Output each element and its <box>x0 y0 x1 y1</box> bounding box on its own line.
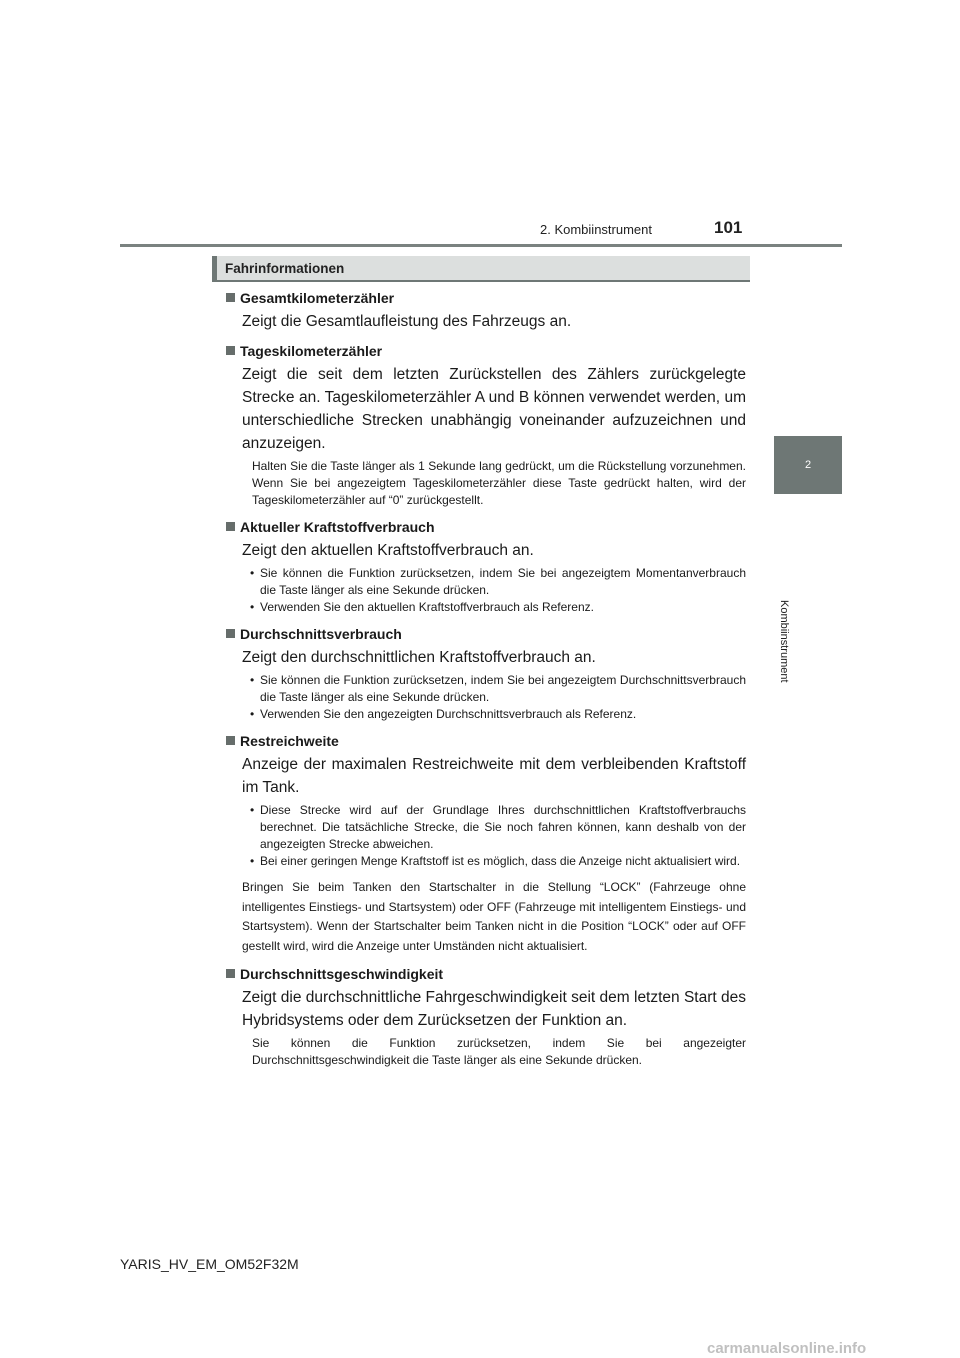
section-restreichweite <box>226 731 746 956</box>
bullet-item: • Sie können die Funktion zurücksetzen, indem Sie bei angezeigtem Momentanverbrauch die Taste länger als eine Sekunde drücken. <box>260 565 746 599</box>
running-header-section: 2. Kombiinstrument <box>540 222 652 237</box>
bullet-item: • Diese Strecke wird auf der Grundlage Ihres durchschnittlichen Kraftstoffverbrauchs berechnet. Die tatsächliche Strecke, die Sie noch fahren können, kann deshalb von der angezeigten Strecke abweichen. <box>260 802 746 853</box>
section-durchschnittsverbrauch <box>226 624 746 723</box>
section-durchschnittsgeschwindigkeit <box>226 964 746 1069</box>
section-intro: Zeigt die durchschnittliche Fahrgeschwindigkeit seit dem letzten Start des Hybridsystems oder dem Zurücksetzen der Funktion an. <box>242 989 746 1029</box>
section-gesamtkilometerzaehler <box>226 288 746 333</box>
section-intro: Anzeige der maximalen Restreichweite mit dem verbleibenden Kraftstoff im Tank. <box>242 756 746 796</box>
section-tageskilometerzaehler <box>226 341 746 509</box>
section-note: Sie können die Funktion zurücksetzen, indem Sie bei angezeigter Durchschnittsgeschwindigkeit die Taste länger als eine Sekunde drücken. <box>252 1036 746 1067</box>
section-intro: Zeigt den durchschnittlichen Kraftstoffverbrauch an. <box>242 649 596 666</box>
watermark: carmanualsonline.info <box>707 1340 867 1357</box>
bullet-item: • Bei einer geringen Menge Kraftstoff ist es möglich, dass die Anzeige nicht aktualisiert wird. <box>260 853 746 870</box>
bullet-item: • Verwenden Sie den aktuellen Kraftstoffverbrauch als Referenz. <box>260 599 746 616</box>
section-heading: Aktueller Kraftstoffverbrauch <box>226 517 746 537</box>
chapter-tab-number: 2 <box>774 436 842 494</box>
bullet-list <box>226 565 746 616</box>
section-heading: Durchschnittsgeschwindigkeit <box>226 964 746 984</box>
section-intro: Zeigt die Gesamtlaufleistung des Fahrzeugs an. <box>242 313 572 330</box>
section-heading: Gesamtkilometerzähler <box>226 288 746 308</box>
section-title: Fahrinformationen <box>225 261 345 276</box>
section-heading: Tageskilometerzähler <box>226 341 746 361</box>
document-code: YARIS_HV_EM_OM52F32M <box>120 1256 299 1272</box>
main-content <box>226 288 746 1069</box>
chapter-tab-label: Kombiinstrument <box>778 600 790 683</box>
section-aktueller-verbrauch <box>226 517 746 616</box>
bullet-list <box>226 672 746 723</box>
bullet-item: • Sie können die Funktion zurücksetzen, indem Sie bei angezeigtem Durchschnittsverbrauch die Taste länger als eine Sekunde drücken. <box>260 672 746 706</box>
section-intro: Zeigt den aktuellen Kraftstoffverbrauch an. <box>242 542 534 559</box>
section-heading: Restreichweite <box>226 731 746 751</box>
section-title-band <box>212 256 750 282</box>
section-paragraph: Bringen Sie beim Tanken den Startschalter in die Stellung “LOCK” (Fahrzeuge ohne intelligentes Einstiegs- und Startsystem) oder OFF (Fahrzeuge mit intelligentem Einstiegs- und Startsystem). Wenn der Startschalter beim Tanken nicht in die Position “LOCK” oder auf OFF gestellt wird, wird die Anzeige unter Umständen nicht aktualisiert. <box>242 880 746 953</box>
section-intro: Zeigt die seit dem letzten Zurückstellen des Zählers zurückgelegte Strecke an. Tageskilometerzähler A und B können verwendet werden, um unterschiedliche Strecken unabhängig voneinander aufzuzeichnen und anzuzeigen. <box>242 366 746 452</box>
bullet-list <box>226 802 746 870</box>
page-number: 101 <box>714 218 743 237</box>
section-note: Halten Sie die Taste länger als 1 Sekunde lang gedrückt, um die Rückstellung vorzunehmen. Wenn Sie bei angezeigtem Tageskilometerzähler diese Taste gedrückt halten, wird der Tageskilometerzähler auf “0” zurückgestellt. <box>252 459 746 507</box>
header-rule <box>120 244 842 247</box>
section-heading: Durchschnittsverbrauch <box>226 624 746 644</box>
bullet-item: • Verwenden Sie den angezeigten Durchschnittsverbrauch als Referenz. <box>260 706 746 723</box>
